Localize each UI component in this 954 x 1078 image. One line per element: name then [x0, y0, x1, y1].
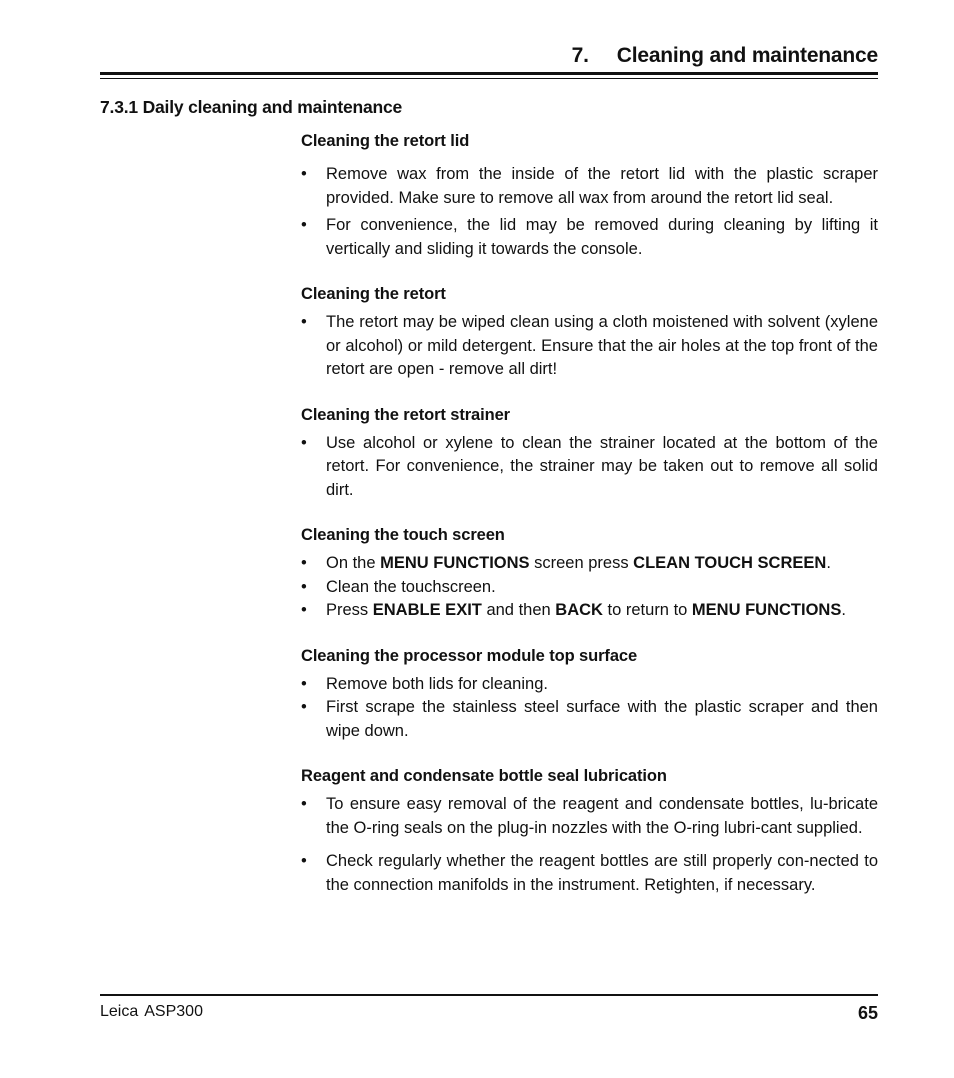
text-run: . [841, 601, 846, 619]
chapter-title [572, 44, 878, 68]
block-title: Reagent and condensate bottle seal lubrication [301, 767, 667, 785]
bullet-list [301, 793, 878, 897]
text-run: screen press [529, 554, 634, 572]
footer-product [100, 1003, 203, 1021]
list-item: • Remove both lids for cleaning. [301, 673, 878, 697]
header-rule-thin [100, 78, 878, 79]
list-item: • Check regularly whether the reagent bottles are still properly con-nected to the connection manifolds in the instrument. Retighten, if necessary. [301, 850, 878, 897]
bullet-list [301, 163, 878, 261]
footer-model: ASP300 [144, 1003, 203, 1020]
list-item: • Clean the touchscreen. [301, 576, 878, 600]
list-item [301, 599, 878, 623]
text-run: Press [326, 601, 373, 619]
block-retort [301, 283, 878, 382]
bullet-list [301, 552, 878, 623]
list-item: • The retort may be wiped clean using a cloth moistened with solvent (xylene or alcohol) or mild detergent. Ensure that the air holes at the top front of the retort are open - remove all dirt! [301, 311, 878, 382]
menu-functions-label: MENU FUNCTIONS [691, 601, 842, 619]
header-rule-thick [100, 72, 878, 75]
enable-exit-label: ENABLE EXIT [372, 601, 482, 619]
text-run: . [826, 554, 831, 572]
block-retort-lid [301, 130, 878, 261]
footer-brand: Leica [100, 1003, 139, 1020]
bullet-list [301, 673, 878, 744]
list-item: • To ensure easy removal of the reagent and condensate bottles, lu-bricate the O-ring seals on the plug-in nozzles with the O-ring lubri-cant supplied. [301, 793, 878, 840]
text-run: On the [326, 554, 381, 572]
block-title: Cleaning the retort lid [301, 132, 470, 150]
block-title: Cleaning the retort strainer [301, 405, 510, 424]
block-bottle-seal-lubrication [301, 765, 878, 897]
chapter-number: 7. [571, 44, 589, 67]
clean-touch-screen-label: CLEAN TOUCH SCREEN [633, 554, 827, 572]
page-number: 65 [857, 1003, 878, 1023]
content-column [301, 130, 878, 897]
list-item: • Use alcohol or xylene to clean the strainer located at the bottom of the retort. For convenience, the strainer may be taken out to remove all solid dirt. [301, 432, 878, 503]
block-processor-top-surface [301, 645, 878, 744]
block-title: Cleaning the touch screen [301, 526, 505, 544]
list-item: • For convenience, the lid may be removed during cleaning by lifting it vertically and sliding it towards the console. [301, 214, 878, 261]
block-title: Cleaning the processor module top surface [301, 646, 638, 665]
block-touch-screen [301, 524, 878, 623]
list-item: • First scrape the stainless steel surface with the plastic scraper and then wipe down. [301, 696, 878, 743]
block-title: Cleaning the retort [301, 285, 446, 303]
section-heading: 7.3.1 Daily cleaning and maintenance [100, 97, 403, 117]
menu-functions-label: MENU FUNCTIONS [380, 554, 530, 572]
bullet-list [301, 432, 878, 503]
text-run: to return to [602, 601, 692, 619]
back-label: BACK [555, 601, 603, 619]
footer-rule [100, 994, 878, 996]
chapter-title-text: Cleaning and maintenance [616, 44, 878, 67]
list-item [301, 552, 878, 576]
block-retort-strainer [301, 404, 878, 503]
text-run: and then [481, 601, 556, 619]
list-item: • Remove wax from the inside of the retort lid with the plastic scraper provided. Make sure to remove all wax from around the retort lid seal. [301, 163, 878, 210]
bullet-list [301, 311, 878, 382]
